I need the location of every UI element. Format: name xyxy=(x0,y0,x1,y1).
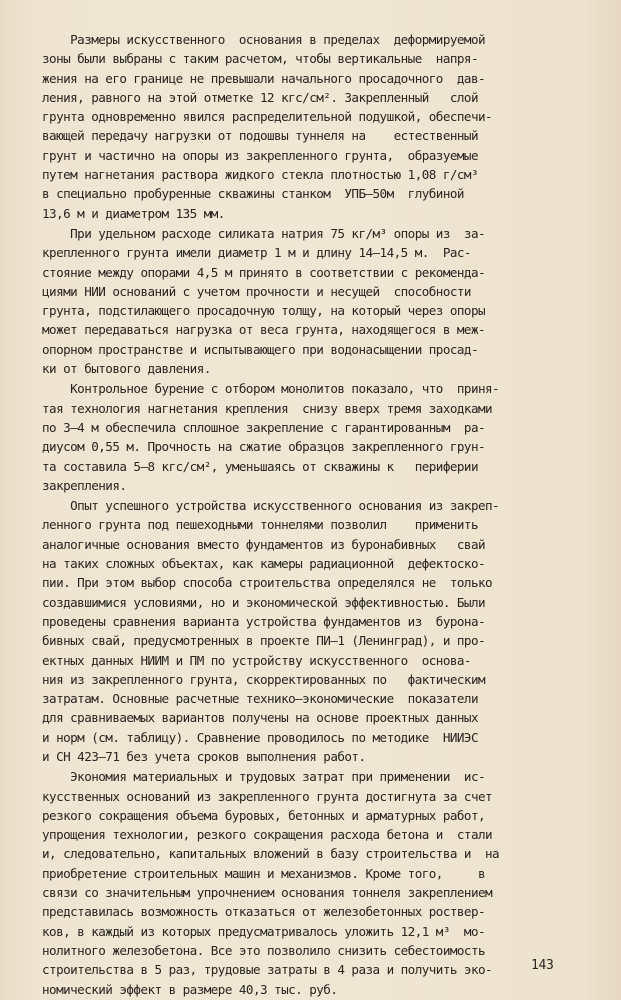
text-line: диусом 0,55 м. Прочность на сжатие образцов закрепленного грун- xyxy=(42,439,486,455)
text-line: для сравниваемых вариантов получены на основе проектных данных xyxy=(42,710,478,726)
text-line: ки от бытового давления. xyxy=(42,361,211,377)
text-line: грунта, подстилающего просадочную толщу, на который через опоры xyxy=(42,303,486,319)
paragraph-4 xyxy=(42,496,584,766)
text-line: ков, в каждый из которых предусматривалось уложить 12,1 м³ мо- xyxy=(42,923,486,939)
text-line: и СН 423–71 без учета сроков выполнения работ. xyxy=(42,748,366,764)
body-text xyxy=(42,30,584,999)
text-line: затратам. Основные расчетные технико–экономические показатели xyxy=(42,691,478,707)
page-number: 143 xyxy=(531,958,554,973)
text-line: по 3–4 м обеспечила сплошное закрепление с гарантированным ра- xyxy=(42,419,486,435)
text-line: нолитного железобетона. Все это позволило снизить себестоимость xyxy=(42,942,486,958)
text-line: связи со значительным упрочнением основания тоннеля закреплением xyxy=(42,885,493,901)
text-line: упрощения технологии, резкого сокращения расхода бетона и стали xyxy=(42,827,493,843)
text-line: закрепления. xyxy=(42,477,127,493)
text-line: бивных свай, предусмотренных в проекте ПИ–1 (Ленинград), и про- xyxy=(42,633,486,649)
text-line: Экономия материальных и трудовых затрат при применении ис- xyxy=(42,769,486,785)
text-line: номический эффект в размере 40,3 тыс. руб. xyxy=(42,981,338,997)
text-line: проведены сравнения варианта устройства фундаментов из бурона- xyxy=(42,613,486,629)
text-line: стояние между опорами 4,5 м принято в соответствии с рекоменда- xyxy=(42,264,486,280)
text-line: приобретение строительных машин и механизмов. Кроме того, в xyxy=(42,865,486,881)
text-line: пии. При этом выбор способа строительства определялся не только xyxy=(42,575,493,591)
text-line: грунт и частично на опоры из закрепленного грунта, образуемые xyxy=(42,147,478,163)
paragraph-5 xyxy=(42,767,584,999)
text-line: Контрольное бурение с отбором монолитов показало, что приня- xyxy=(42,381,500,397)
text-line: аналогичные основания вместо фундаментов из буронабивных свай xyxy=(42,536,486,552)
text-line: циями НИИ оснований с учетом прочности и несущей способности xyxy=(42,283,471,299)
text-line: в специально пробуренные скважины станком УПБ–50м глубиной xyxy=(42,186,464,202)
text-line: строительства в 5 раз, трудовые затраты в 4 раза и получить эко- xyxy=(42,962,493,978)
text-line: тая технология нагнетания крепления снизу вверх тремя заходками xyxy=(42,400,493,416)
text-line: ления, равного на этой отметке 12 кгс/см². Закрепленный слой xyxy=(42,89,478,105)
paragraph-3 xyxy=(42,379,584,495)
text-line: вающей передачу нагрузки от подошвы туннеля на естественный xyxy=(42,128,478,144)
text-line: на таких сложных объектах, как камеры радиационной дефектоско- xyxy=(42,556,486,572)
paragraph-2 xyxy=(42,224,584,378)
text-line: кусственных оснований из закрепленного грунта достигнута за счет xyxy=(42,788,493,804)
paragraph-1 xyxy=(42,30,584,223)
text-line: Размеры искусственного основания в пределах деформируемой xyxy=(42,32,486,47)
text-line: При удельном расходе силиката натрия 75 кг/м³ опоры из за- xyxy=(42,225,486,241)
text-line: и норм (см. таблицу). Сравнение проводилось по методике НИИЭС xyxy=(42,729,478,745)
text-line: представилась возможность отказаться от железобетонных роствер- xyxy=(42,904,486,920)
text-line: создавшимися условиями, но и экономической эффективностью. Были xyxy=(42,594,486,610)
text-line: резкого сокращения объема буровых, бетонных и арматурных работ, xyxy=(42,807,486,823)
text-line: грунта одновременно явился распределительной подушкой, обеспечи- xyxy=(42,109,493,125)
text-line: жения на его границе не превышали начального просадочного дав- xyxy=(42,70,486,86)
text-line: та составила 5–8 кгс/см², уменьшаясь от скважины к периферии xyxy=(42,458,478,474)
text-line: ленного грунта под пешеходными тоннелями позволил применить xyxy=(42,517,478,533)
text-line: Опыт успешного устройства искусственного основания из закреп- xyxy=(42,498,500,514)
text-line: ния из закрепленного грунта, скорректированных по фактическим xyxy=(42,671,486,687)
text-line: зоны были выбраны с таким расчетом, чтобы вертикальные напря- xyxy=(42,51,478,67)
text-line: путем нагнетания раствора жидкого стекла плотностью 1,08 г/см³ xyxy=(42,167,478,183)
text-line: и, следовательно, капитальных вложений в базу строительства и на xyxy=(42,846,500,862)
text-line: опорном пространстве и испытывающего при водонасыщении просад- xyxy=(42,341,478,357)
text-line: может передаваться нагрузка от веса грунта, находящегося в меж- xyxy=(42,322,486,338)
text-line: ектных данных НИИМ и ПМ по устройству искусственного основа- xyxy=(42,652,471,668)
text-line: крепленного грунта имели диаметр 1 м и длину 14–14,5 м. Рас- xyxy=(42,245,471,261)
text-line: 13,6 м и диаметром 135 мм. xyxy=(42,205,225,221)
